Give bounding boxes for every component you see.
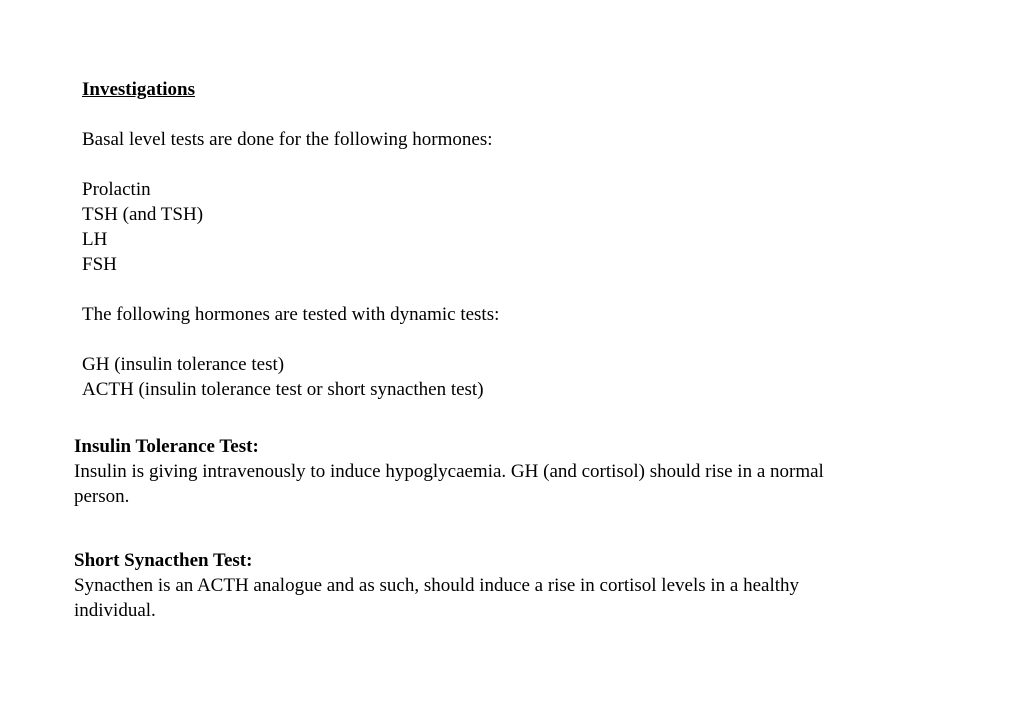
investigations-section: [82, 77, 499, 402]
insulin-tolerance-section: [74, 434, 824, 509]
short-synacthen-heading: Short Synacthen Test:: [74, 550, 253, 571]
basal-item-lh: LH: [82, 229, 108, 250]
short-synacthen-section: [74, 548, 799, 623]
dynamic-item-gh: GH (insulin tolerance test): [82, 354, 285, 375]
short-synacthen-body-line-2: individual.: [74, 600, 156, 621]
spacer: [82, 277, 499, 302]
basal-item-tsh: TSH (and TSH): [82, 204, 204, 225]
basal-item-fsh: FSH: [82, 254, 117, 275]
insulin-tolerance-heading: Insulin Tolerance Test:: [74, 436, 259, 457]
investigations-heading: Investigations: [82, 79, 195, 100]
spacer: [82, 152, 499, 177]
dynamic-item-acth: ACTH (insulin tolerance test or short synacthen test): [82, 379, 484, 400]
spacer: [82, 102, 499, 127]
spacer: [82, 327, 499, 352]
insulin-tolerance-body-line-1: Insulin is giving intravenously to induce hypoglycaemia. GH (and cortisol) should rise in a normal: [74, 461, 824, 482]
dynamic-intro: The following hormones are tested with dynamic tests:: [82, 304, 500, 325]
insulin-tolerance-body-line-2: person.: [74, 486, 130, 507]
basal-item-prolactin: Prolactin: [82, 179, 151, 200]
short-synacthen-body-line-1: Synacthen is an ACTH analogue and as such, should induce a rise in cortisol levels in a healthy: [74, 575, 799, 596]
basal-intro: Basal level tests are done for the following hormones:: [82, 129, 493, 150]
